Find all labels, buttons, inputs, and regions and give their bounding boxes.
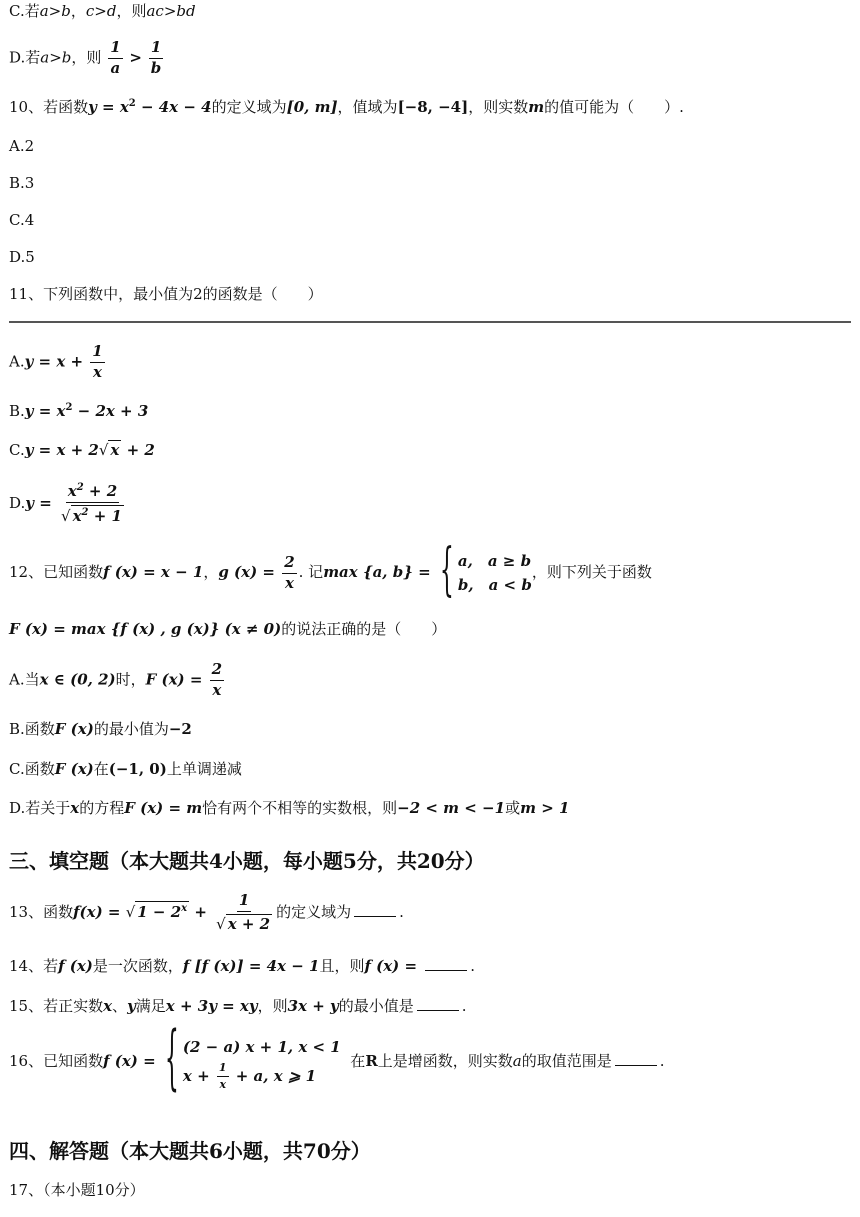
var: c [85, 2, 95, 20]
sym: > [48, 2, 62, 20]
math: F (x) [54, 720, 94, 738]
math: −2 [168, 720, 192, 738]
math: y = x [88, 98, 129, 116]
text: 的方程 [79, 799, 125, 817]
q17: 17、（本小题10分） [9, 1181, 145, 1199]
math: 2 [81, 506, 89, 518]
den: x [284, 573, 294, 592]
math: f (x) = x − 1 [103, 563, 204, 581]
q12-option-c [9, 762, 242, 777]
fraction [149, 40, 164, 77]
text: A.当 [9, 670, 40, 689]
var: bd [176, 2, 196, 20]
answer-blank[interactable] [615, 1053, 657, 1066]
math: −2 < m < −1 [397, 799, 506, 817]
den: x [212, 680, 222, 699]
num: 1 [149, 40, 163, 59]
math: + [189, 902, 213, 921]
sym: > [94, 2, 107, 20]
fraction [282, 552, 296, 592]
cases [458, 549, 532, 597]
var: b [61, 2, 71, 20]
math: (−1, 0) [108, 760, 167, 778]
math: f (x) = [103, 1051, 161, 1070]
text: A. [9, 352, 25, 371]
text: 上单调递减 [166, 760, 242, 778]
math: + a, x ⩾ 1 [230, 1066, 317, 1085]
fraction: $\frac{1}{√ x + 2}$ [216, 891, 271, 933]
q9-option-d [9, 40, 165, 77]
var: ac [146, 2, 164, 20]
num: 1 [108, 40, 122, 59]
text: D. [9, 493, 26, 512]
math: F (x) = m [124, 799, 203, 817]
math: + 2 [83, 482, 118, 500]
math: f(x) = [73, 902, 126, 921]
fraction [90, 344, 104, 381]
text: C. [9, 441, 25, 459]
q10-option-c: C.4 [9, 211, 35, 229]
radicand: x + 2 [227, 914, 271, 933]
math: 3x + y [287, 997, 339, 1015]
text: 在 [350, 1051, 366, 1070]
den: x [219, 1078, 226, 1091]
radicand: x [110, 441, 120, 459]
text: 的最小值为 [93, 720, 169, 738]
math: x [103, 997, 113, 1015]
q12-option-b [9, 722, 192, 737]
math: y = x + [24, 352, 89, 371]
text: ，值域为 [337, 98, 398, 116]
text: 、 [112, 997, 128, 1015]
math: F (x) = [145, 670, 208, 689]
text: 满足 [135, 997, 166, 1015]
math: m > 1 [520, 799, 570, 817]
math: a [512, 1051, 522, 1070]
math: 2 [128, 98, 136, 109]
text: 的说法正确的是（ ） [281, 620, 447, 638]
q15 [9, 998, 467, 1014]
math: x [70, 799, 80, 817]
math: 1 − 2 [137, 902, 182, 921]
text: 且，则 [319, 957, 365, 975]
text: ，则 [71, 48, 102, 67]
text: 或 [505, 799, 521, 817]
var: d [106, 2, 117, 20]
math: 2 [65, 402, 73, 413]
num: 2 [210, 662, 224, 681]
num: 1 [217, 1062, 229, 1077]
sym: > [129, 48, 142, 67]
math: max {a, b} = [323, 563, 436, 581]
q10-stem [9, 99, 684, 115]
text: 16、已知函数 [9, 1051, 104, 1070]
text: 10、若函数 [9, 98, 89, 116]
text: 恰有两个不相等的实数根，则 [202, 799, 398, 817]
text: . [659, 1051, 665, 1070]
math: f [f (x)] = 4x − 1 [182, 957, 320, 975]
text: . [461, 997, 467, 1015]
q10-option-d: D.5 [9, 248, 35, 266]
q14 [9, 958, 475, 974]
section-3-heading: 三、填空题（本大题共4小题，每小题5分，共20分） [9, 849, 485, 873]
math: g (x) = [218, 563, 281, 581]
text: 12、已知函数 [9, 563, 104, 581]
math: F (x) [54, 760, 94, 778]
math: y = x [24, 402, 66, 420]
math: y = [25, 493, 57, 512]
text: 时， [115, 670, 146, 689]
den: a [110, 58, 121, 77]
math: x [181, 902, 188, 914]
text: 14、若 [9, 957, 59, 975]
math: y = x + 2 [24, 441, 99, 459]
math: + 1 [88, 506, 122, 525]
text: 是一次函数， [92, 957, 183, 975]
text: C.函数 [9, 760, 55, 778]
math: 2 [76, 482, 84, 493]
text: 的最小值是 [338, 997, 414, 1015]
case: b, a < b [457, 576, 532, 594]
text: ， [203, 563, 219, 581]
math: R [365, 1051, 378, 1070]
q12-stem-line2 [9, 622, 446, 637]
answer-blank[interactable] [354, 904, 396, 917]
math: f (x) = [364, 957, 423, 975]
divider [9, 321, 851, 323]
math: f (x) [58, 957, 93, 975]
text: C.若 [9, 2, 40, 20]
q12-stem-line1: 12、已知函数f (x) = x − 1，g (x) = $\frac{2}{x}$ . 记max {a, b} = { a, a ≥ b b, a < b ，则下列关于函数 [9, 539, 652, 605]
q12-option-d [9, 801, 569, 816]
var: a [39, 2, 49, 20]
var: b [61, 48, 72, 67]
math: m [528, 98, 545, 116]
text: 13、函数 [9, 902, 74, 921]
text: . 记 [298, 563, 324, 581]
answer-blank[interactable] [417, 998, 459, 1011]
num: 2 [282, 555, 296, 574]
q11-option-d [9, 483, 128, 525]
q11-option-b [9, 403, 148, 419]
math: x + [182, 1066, 215, 1085]
var: a [40, 48, 50, 67]
q13: 13、函数f(x) = √ $1 - 2^x$ + $\frac{1}{√ x + 2}$ 的定义域为 . [9, 891, 404, 933]
q10-option-a: A.2 [9, 137, 35, 155]
text: . [399, 902, 404, 921]
fraction [217, 1062, 229, 1090]
text: . [470, 957, 476, 975]
q11-option-c: C.y = x + 2√ x + 2 [9, 441, 155, 459]
text: ，则 [257, 997, 288, 1015]
text: B. [9, 402, 25, 420]
math: x + 3y = xy [165, 997, 258, 1015]
text: 的值可能为（ ）. [544, 98, 684, 116]
sym: ， [70, 2, 86, 20]
math: x [72, 506, 82, 525]
q11-stem: 11、下列函数中，最小值为2的函数是（ ） [9, 285, 323, 303]
math: − 2x + 3 [72, 402, 149, 420]
text: 的定义域为 [276, 902, 352, 921]
q12-option-a [9, 662, 226, 699]
math: [−8, −4] [397, 98, 469, 116]
q9-option-c [9, 4, 196, 19]
fraction [108, 40, 122, 77]
math: + 2 [121, 441, 155, 459]
text: 上是增函数，则实数 [377, 1051, 513, 1070]
text: 的定义域为 [211, 98, 287, 116]
math: F (x) = max {f (x) , g (x)} (x ≠ 0) [9, 620, 282, 638]
den: x [93, 362, 102, 381]
q11-option-a [9, 344, 107, 381]
case: a, a ≥ b [457, 552, 532, 570]
math: [0, m] [286, 98, 338, 116]
cases [183, 1033, 341, 1091]
den: b [150, 58, 162, 77]
sym: > [49, 48, 62, 67]
fraction: $\frac{x^2 + 2}{√ x^2 + 1}$ [61, 482, 122, 525]
q16: 16、已知函数f (x) = { (2 − a) x + 1, x < 1 x + $\frac{1}{x}$ + a, x ⩾ 1 在R上是增函数，则实数a的取值范围是 . [9, 1020, 665, 1101]
text: 的取值范围是 [521, 1051, 612, 1070]
section-4-heading: 四、解答题（本大题共6小题，共70分） [9, 1139, 371, 1163]
text: ，则 [116, 2, 147, 20]
text: ，则实数 [468, 98, 529, 116]
math: y [127, 997, 136, 1015]
math: − 4x − 4 [135, 98, 212, 116]
math: x [67, 482, 77, 500]
text: 15、若正实数 [9, 997, 104, 1015]
text: B.函数 [9, 720, 55, 738]
text: D.若 [9, 48, 41, 67]
fraction [210, 662, 224, 699]
num: 1 [90, 344, 104, 363]
answer-blank[interactable] [425, 958, 467, 971]
text: 在 [93, 760, 109, 778]
sym: > [163, 2, 177, 20]
text: D.若关于 [9, 799, 71, 817]
text: ，则下列关于函数 [531, 563, 652, 581]
num: 1 [237, 893, 251, 912]
math: x ∈ (0, 2) [39, 670, 116, 689]
q10-option-b: B.3 [9, 174, 35, 192]
case: (2 − a) x + 1, x < 1 [182, 1038, 341, 1056]
